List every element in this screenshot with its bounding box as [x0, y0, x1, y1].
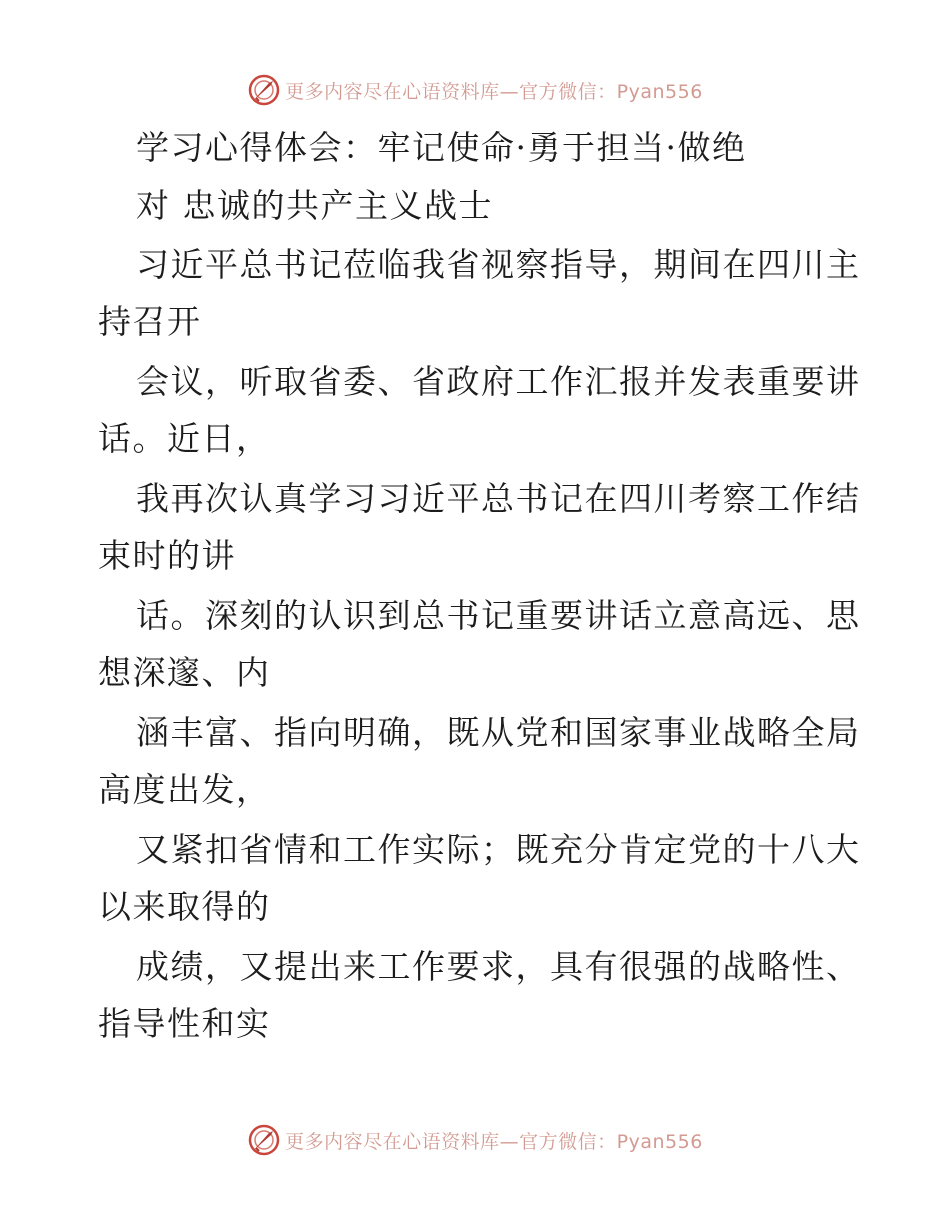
document-line: 指导性和实 — [98, 1004, 271, 1043]
logo-icon — [247, 73, 281, 107]
document-line: 束时的讲 — [98, 536, 236, 575]
document-line: 会议，听取省委、省政府工作汇报并发表重要讲 — [136, 362, 861, 401]
document-line: 持召开 — [98, 302, 202, 341]
document-line: 成绩，又提出来工作要求，具有很强的战略性、 — [136, 947, 861, 986]
header-watermark — [0, 70, 950, 110]
document-line: 又紧扣省情和工作实际；既充分肯定党的十八大 — [136, 830, 861, 869]
document-line: 学习心得体会：牢记使命·勇于担当·做绝 — [136, 128, 747, 167]
document-line: 高度出发， — [98, 770, 271, 809]
document-line: 习近平总书记莅临我省视察指导，期间在四川主 — [136, 245, 861, 284]
document-line: 涵丰富、指向明确，既从党和国家事业战略全局 — [136, 713, 861, 752]
logo-icon — [247, 1123, 281, 1157]
header-watermark-text: 更多内容尽在心语资料库—官方微信：Pyan556 — [285, 80, 703, 103]
footer-watermark-text: 更多内容尽在心语资料库—官方微信：Pyan556 — [285, 1130, 703, 1153]
document-line: 我再次认真学习习近平总书记在四川考察工作结 — [136, 479, 861, 518]
document-line: 话。近日， — [98, 419, 271, 458]
document-line: 想深邃、内 — [98, 653, 271, 692]
document-line: 对 忠诚的共产主义战士 — [136, 186, 493, 225]
document-line: 以来取得的 — [98, 887, 271, 926]
footer-watermark — [0, 1120, 950, 1160]
document-line: 话。深刻的认识到总书记重要讲话立意高远、思 — [136, 596, 861, 635]
